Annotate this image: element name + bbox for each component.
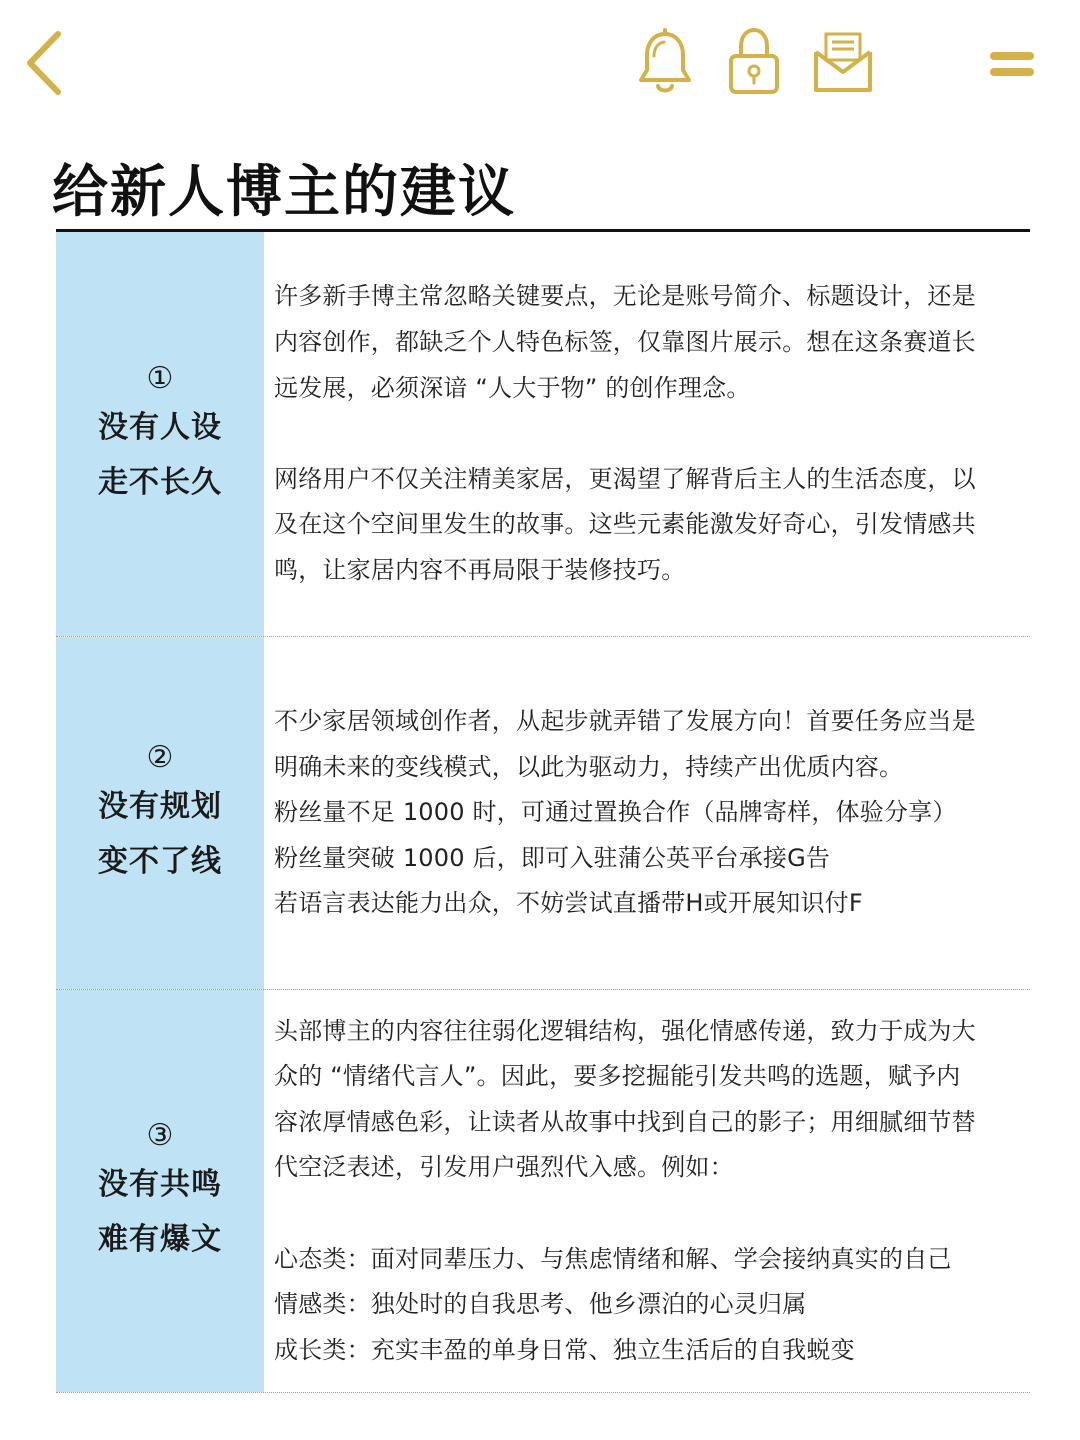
text-line: 粉丝量突破 1000 后，即可入驻蒲公英平台承接G告	[274, 843, 831, 872]
row-label-line: 变不了线	[98, 844, 222, 879]
row-label-1	[56, 232, 264, 636]
lock-icon[interactable]	[726, 26, 782, 96]
advice-row-2	[56, 637, 1030, 990]
advice-table	[56, 232, 1030, 1393]
text-line: 代空泛表述，引发用户强烈代入感。例如：	[274, 1153, 734, 1182]
advice-row-1	[56, 232, 1030, 637]
text-line: 内容创作，都缺乏个人特色标签，仅靠图片展示。想在这条赛道长	[274, 328, 976, 357]
paragraph	[274, 1009, 1030, 1191]
row-label-3	[56, 990, 264, 1392]
advice-row-3	[56, 990, 1030, 1393]
text-line: 及在这个空间里发生的故事。这些元素能激发好奇心，引发情感共	[274, 510, 976, 539]
text-line: 容浓厚情感色彩，让读者从故事中找到自己的影子；用细腻细节替	[274, 1107, 976, 1136]
row-number: ③	[146, 1118, 174, 1153]
row-label-2	[56, 637, 264, 989]
row-label-line: 难有爆文	[98, 1222, 222, 1257]
text-line: 众的 “情绪代言人”。因此，要多挖掘能引发共鸣的选题，赋予内	[274, 1062, 961, 1091]
row-label-line: 走不长久	[98, 465, 222, 500]
text-line: 明确未来的变线模式，以此为驱动力，持续产出优质内容。	[274, 752, 904, 781]
bell-icon[interactable]	[636, 28, 694, 96]
row-body-1	[264, 232, 1030, 636]
text-line: 远发展，必须深谙 “人大于物” 的创作理念。	[274, 373, 751, 402]
text-line: 粉丝量不足 1000 时，可通过置换合作（品牌寄样，体验分享）	[274, 798, 957, 827]
text-line: 成长类：充实丰盈的单身日常、独立生活后的自我蜕变	[274, 1335, 855, 1364]
row-number: ②	[146, 740, 174, 775]
paragraph	[274, 274, 1030, 411]
text-line: 心态类：面对同辈压力、与焦虑情绪和解、学会接纳真实的自己	[274, 1244, 952, 1273]
chevron-left-icon[interactable]	[20, 28, 68, 98]
paragraph	[274, 1237, 1030, 1374]
paragraph	[274, 457, 1030, 594]
text-line: 情感类：独处时的自我思考、他乡漂泊的心灵归属	[274, 1290, 807, 1319]
row-body-2	[264, 637, 1030, 989]
text-line: 不少家居领域创作者，从起步就弄错了发展方向！首要任务应当是	[274, 707, 976, 736]
paragraph	[274, 699, 1030, 927]
text-line: 许多新手博主常忽略关键要点，无论是账号简介、标题设计，还是	[274, 282, 976, 311]
mail-icon[interactable]	[812, 30, 874, 94]
row-label-line: 没有人设	[98, 410, 222, 445]
text-line: 鸣，让家居内容不再局限于装修技巧。	[274, 555, 686, 584]
text-line: 网络用户不仅关注精美家居，更渴望了解背后主人的生活态度，以	[274, 464, 976, 493]
row-number: ①	[146, 361, 174, 396]
text-line: 头部博主的内容往往弱化逻辑结构，强化情感传递，致力于成为大	[274, 1016, 976, 1045]
text-line: 若语言表达能力出众，不妨尝试直播带H或开展知识付F	[274, 889, 863, 918]
row-label-line: 没有共鸣	[98, 1167, 222, 1202]
page-title: 给新人博主的建议	[52, 160, 516, 225]
menu-icon[interactable]	[990, 52, 1034, 78]
row-label-line: 没有规划	[98, 789, 222, 824]
top-bar	[0, 0, 1080, 120]
row-body-3	[264, 990, 1030, 1392]
